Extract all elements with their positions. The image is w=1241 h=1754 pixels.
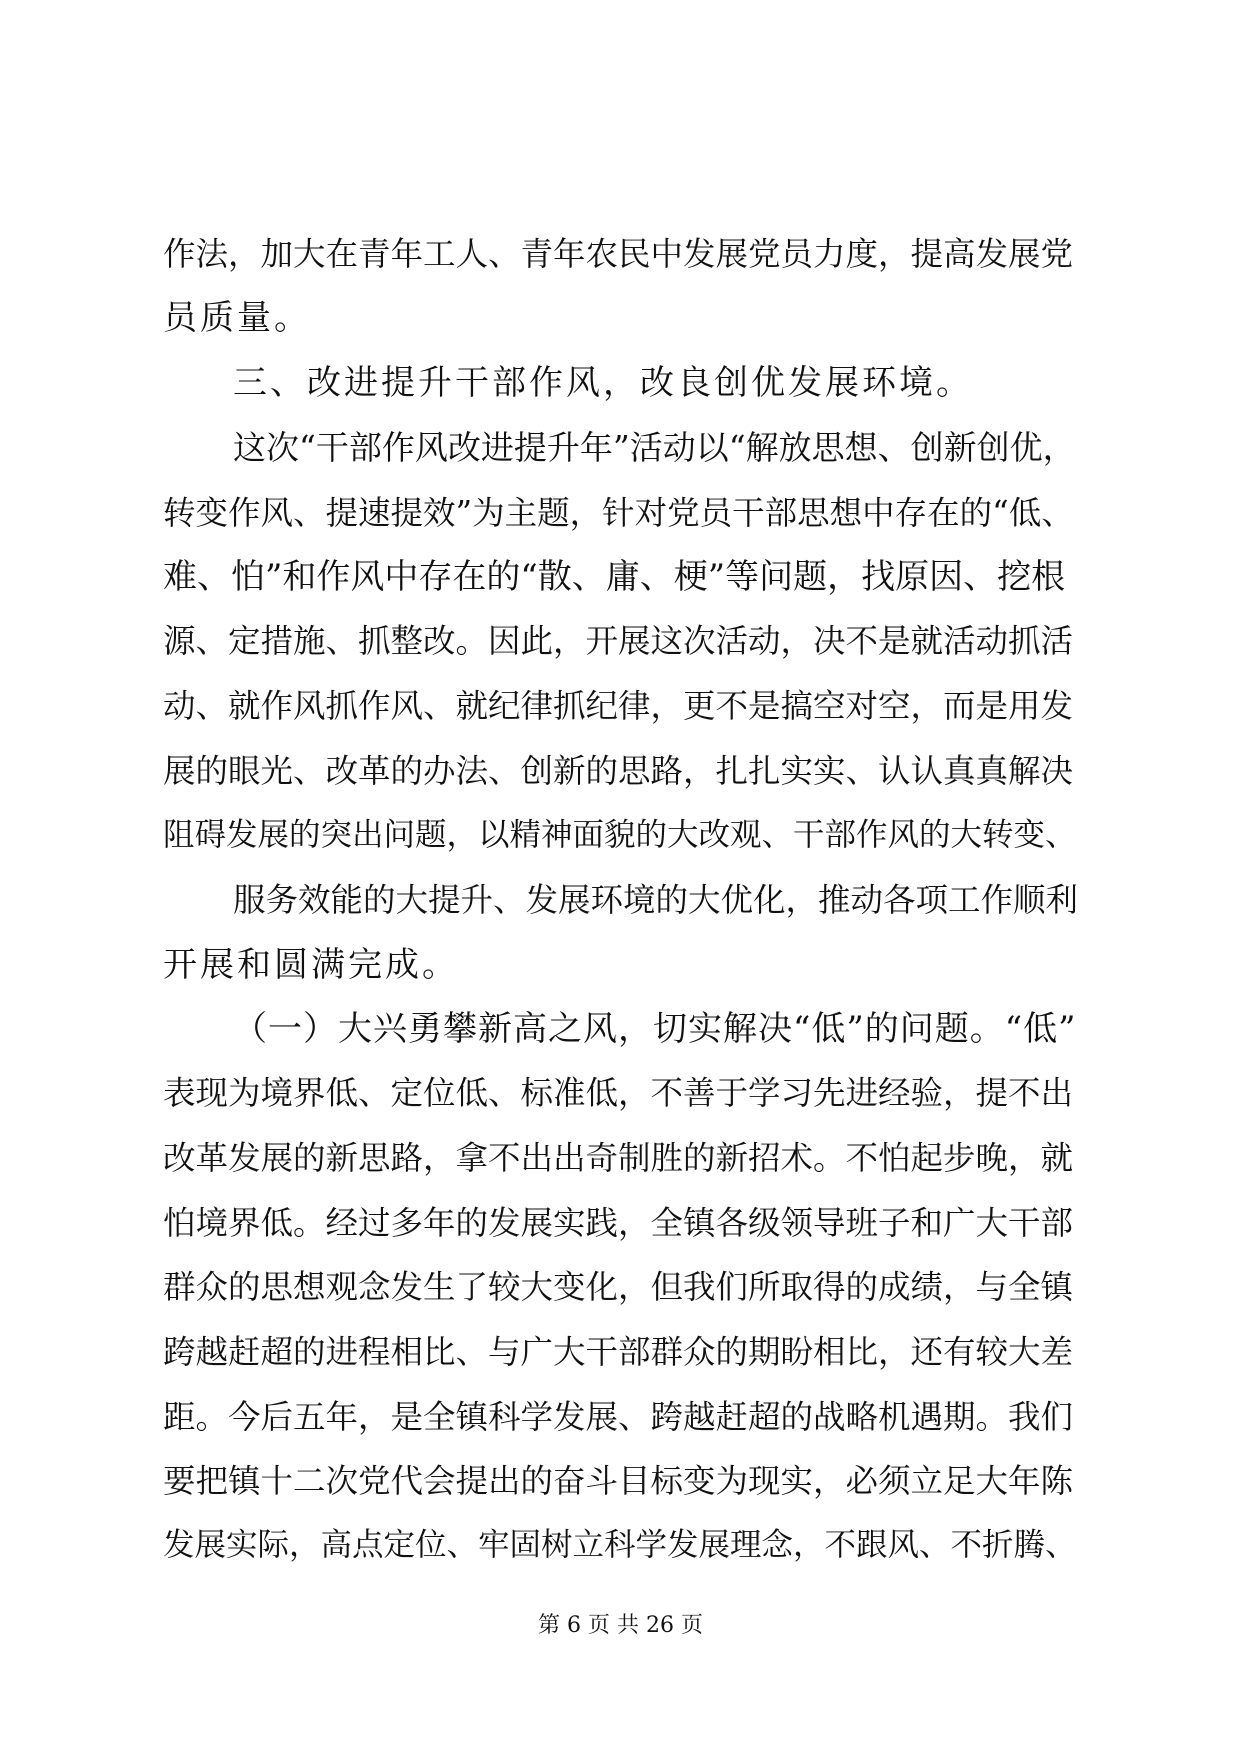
paragraph-line: 员质量。	[163, 298, 311, 338]
paragraph-line: 跨越赶超的进程相比、与广大干部群众的期盼相比，还有较大差	[163, 1333, 1074, 1371]
paragraph-line: 发展实际，高点定位、牢固树立科学发展理念，不跟风、不折腾、	[163, 1527, 1077, 1563]
paragraph-line: 作法，加大在青年工人、青年农民中发展党员力度，提高发展党	[163, 235, 1074, 273]
paragraph-line: 群众的思想观念发生了较大变化，但我们所取得的成绩，与全镇	[163, 1268, 1074, 1306]
paragraph-line: 难、怕”和作风中存在的“散、庸、梗”等问题，找原因、挖根	[163, 557, 1066, 597]
paragraph-line: 表现为境界低、定位低、标准低，不善于学习先进经验，提不出	[163, 1074, 1074, 1112]
section-heading: 三、改进提升干部作风，改良创优发展环境。	[233, 363, 973, 403]
paragraph-line: 距。今后五年，是全镇科学发展、跨越赶超的战略机遇期。我们	[163, 1398, 1074, 1436]
paragraph-line: 改革发展的新思路，拿不出出奇制胜的新招术。不怕起步晚，就	[163, 1139, 1074, 1177]
page-number-footer: 第 6 页 共 26 页	[538, 1613, 703, 1638]
paragraph-line: 阻碍发展的突出问题，以精神面貌的大改观、干部作风的大转变、	[163, 817, 1077, 853]
paragraph-line: 这次“干部作风改进提升年”活动以“解放思想、创新创优，	[233, 428, 1076, 467]
paragraph-line: 要把镇十二次党代会提出的奋斗目标变为现实，必须立足大年陈	[163, 1462, 1074, 1500]
paragraph-line: 转变作风、提速提效”为主题，针对党员干部思想中存在的“低、	[163, 494, 1074, 532]
paragraph-line: 动、就作风抓作风、就纪律抓纪律，更不是搞空对空，而是用发	[163, 687, 1074, 725]
paragraph-line: 展的眼光、改革的办法、创新的思路，扎扎实实、认认真真解决	[163, 752, 1074, 790]
paragraph-line: 源、定措施、抓整改。因此，开展这次活动，决不是就活动抓活	[163, 622, 1074, 660]
paragraph-line: 服务效能的大提升、发展环境的大优化，推动各项工作顺利	[233, 881, 1079, 919]
paragraph-line: 怕境界低。经过多年的发展实践，全镇各级领导班子和广大干部	[163, 1204, 1074, 1242]
paragraph-line: 开展和圆满完成。	[163, 945, 459, 985]
subsection-heading: （一）大兴勇攀新高之风，切实解决“低”的问题。“低”	[233, 1009, 1077, 1049]
